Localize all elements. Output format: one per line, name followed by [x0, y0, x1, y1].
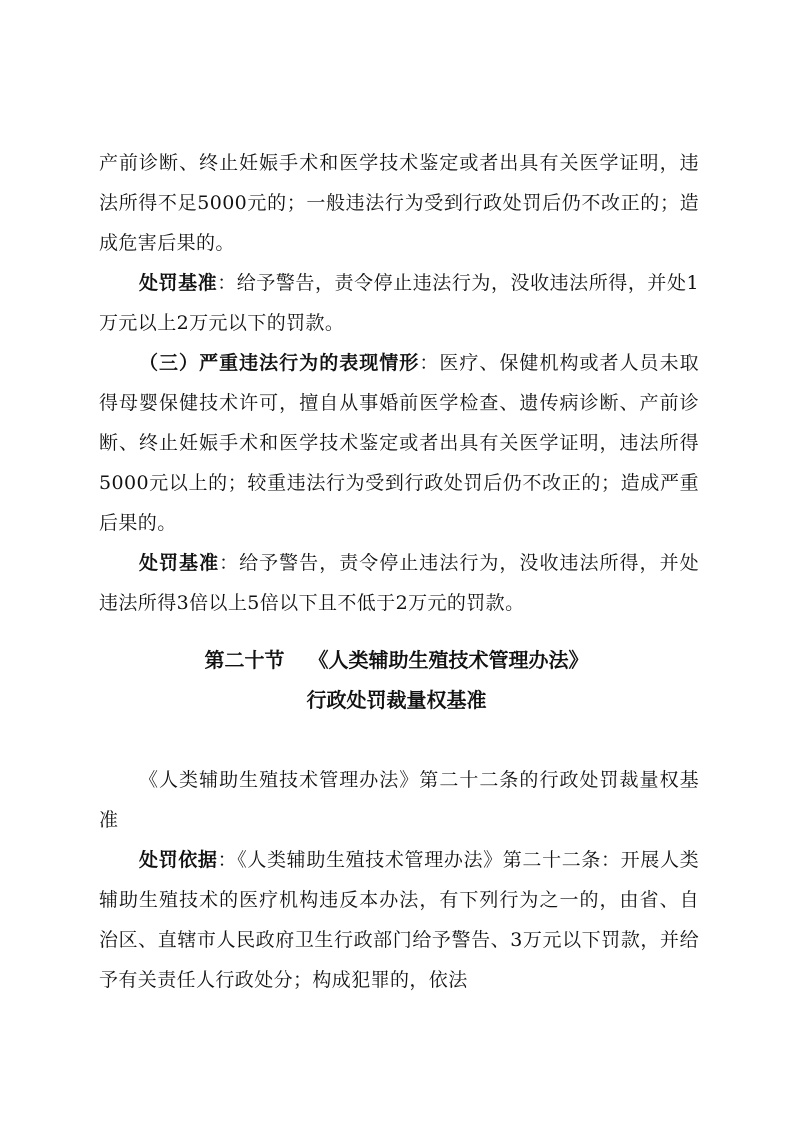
text-block-upper [99, 143, 699, 623]
penalty-standard-text: ：给予警告，责令停止违法行为，没收违法所得，并处违法所得3倍以上5倍以下且不低于2万元的罚款。 [99, 552, 699, 614]
paragraph-serious-violation [99, 343, 699, 543]
paragraph-penalty-basis [99, 840, 699, 1000]
text-block-lower [99, 760, 699, 1000]
paragraph-continuation: 产前诊断、终止妊娠手术和医学技术鉴定或者出具有关医学证明，违法所得不足5000元的；一般违法行为受到行政处罚后仍不改正的；造成危害后果的。 [99, 152, 699, 254]
section-heading [0, 640, 793, 680]
label-penalty-basis: 处罚依据 [139, 849, 218, 871]
serious-violation-text: ：医疗、保健机构或者人员未取得母婴保健技术许可，擅自从事婚前医学检查、遗传病诊断、产前诊断、终止妊娠手术和医学技术鉴定或者出具有关医学证明，违法所得5000元以上的；较重违法行为受到行政处罚后仍不改正的；造成严重后果的。 [99, 352, 699, 534]
paragraph-penalty-standard-1 [99, 263, 699, 343]
section-number: 第二十节 [204, 648, 285, 672]
paragraph-article-title: 《人类辅助生殖技术管理办法》第二十二条的行政处罚裁量权基准 [99, 769, 699, 831]
label-penalty-standard: 处罚基准 [139, 272, 218, 294]
section-law-title: 《人类辅助生殖技术管理办法》 [308, 648, 589, 672]
paragraph-penalty-standard-2 [99, 543, 699, 623]
penalty-standard-text: ：给予警告，责令停止违法行为，没收违法所得，并处1万元以上2万元以下的罚款。 [99, 272, 699, 334]
penalty-basis-text: ：《人类辅助生殖技术管理办法》第二十二条：开展人类辅助生殖技术的医疗机构违反本办法，有下列行为之一的，由省、自治区、直辖市人民政府卫生行政部门给予警告、3万元以下罚款，并给予有关责任人行政处分；构成犯罪的，依法 [99, 849, 699, 991]
label-penalty-standard: 处罚基准 [139, 552, 220, 574]
label-serious-violation: （三）严重违法行为的表现情形 [139, 352, 420, 374]
section-subtitle: 行政处罚裁量权基准 [306, 688, 487, 712]
